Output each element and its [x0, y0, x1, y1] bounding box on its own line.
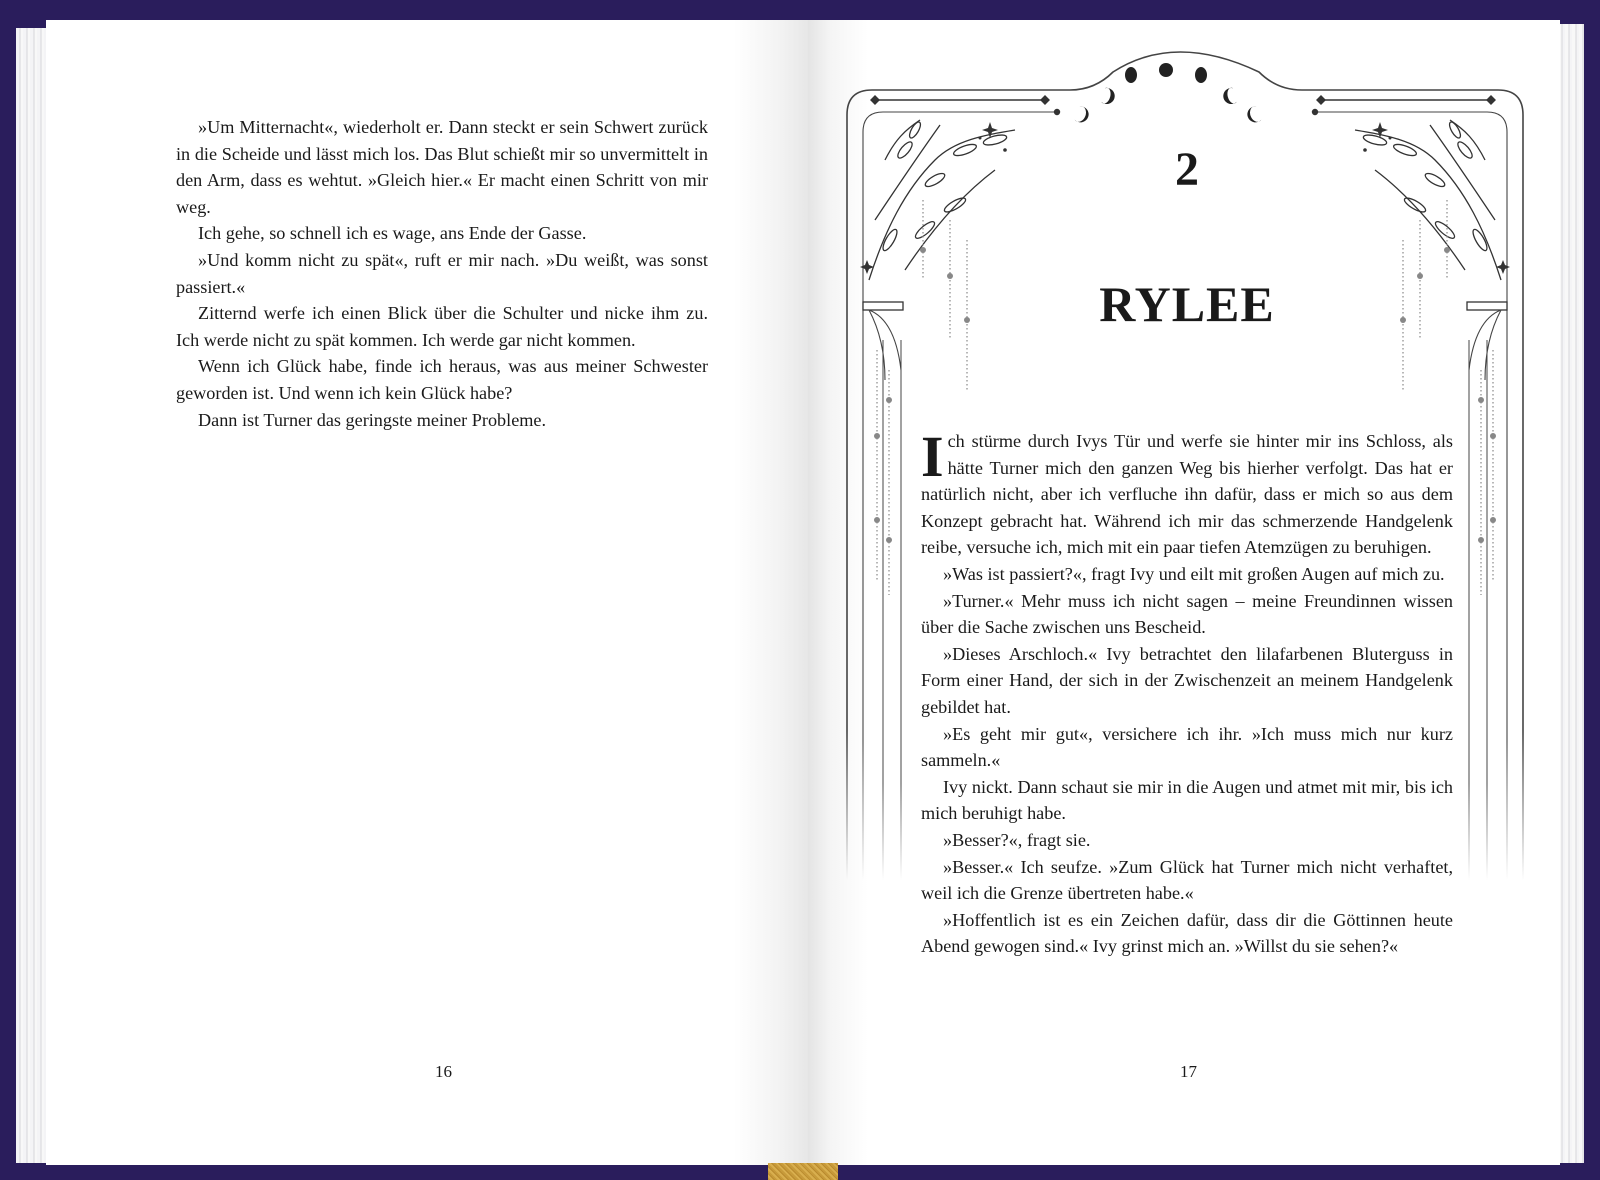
vine-ornament-left — [869, 120, 1015, 280]
paragraph: »Turner.« Mehr muss ich nicht sagen – meine Freundinnen wissen über die Sache zwischen uns Bescheid. — [921, 590, 1453, 638]
paragraph: »Und komm nicht zu spät«, ruft er mir nach. »Du weißt, was sonst passiert.« — [176, 249, 708, 297]
vine-ornament-right — [1355, 120, 1501, 280]
paragraph: Ich gehe, so schnell ich es wage, ans Ende der Gasse. — [198, 223, 587, 244]
drop-cap: I — [921, 424, 944, 489]
left-page-body — [176, 114, 708, 433]
paragraph: »Dieses Arschloch.« Ivy betrachtet den lilafarbenen Bluterguss in Form einer Hand, der sich in der Zwischenzeit an meinem Handgelenk gebildet hat. — [921, 643, 1453, 717]
chapter-number: 2 — [1175, 143, 1199, 196]
paragraph: »Besser?«, fragt sie. — [943, 829, 1091, 850]
paragraph: Dann ist Turner das geringste meiner Probleme. — [198, 409, 547, 430]
paragraph: Zitternd werfe ich einen Blick über die Schulter und nicke ihm zu. Ich werde nicht zu spät kommen. Ich werde gar nicht kommen. — [176, 303, 708, 350]
paragraph: »Es geht mir gut«, versichere ich ihr. »Ich muss mich nur kurz sammeln.« — [921, 723, 1453, 771]
paragraph: »Um Mitternacht«, wiederholt er. Dann steckt er sein Schwert zurück in die Scheide und lässt mich los. Das Blut schießt mir so unvermittelt in den Arm, dass es wehtut. »Gleich hier.« Er macht einen Schritt von mir weg. — [176, 117, 708, 217]
page-number-left: 16 — [435, 1062, 452, 1081]
opening-paragraph: Ich stürme durch Ivys Tür und werfe sie hinter mir ins Schloss, als hätte Turner mich den ganzen Weg bis hierher verfolgt. Das hat er natürlich nicht, aber ich verfluche ihn dafür, dass er mich so aus dem Konzept gebracht hat. Während ich mir das schmerzende Handgelenk reibe, versuche ich, mich mit ein paar tiefen Atemzügen zu beruhigen. — [921, 424, 1453, 558]
paragraph: »Was ist passiert?«, fragt Ivy und eilt mit großen Augen auf mich zu. — [943, 563, 1445, 584]
right-page-body — [921, 424, 1453, 960]
paragraph: »Hoffentlich ist es ein Zeichen dafür, dass dir die Göttinnen heute Abend gewogen sind.« Ivy grinst mich an. »Willst du sie sehen?« — [921, 909, 1453, 957]
chapter-title: RYLEE — [1099, 276, 1275, 332]
paragraph: Ivy nickt. Dann schaut sie mir in die Augen und atmet mit mir, bis ich mich beruhigt habe. — [921, 776, 1453, 824]
page-number-right: 17 — [1180, 1062, 1197, 1081]
bookmark-ribbon — [768, 1163, 838, 1180]
paragraph: »Besser.« Ich seufze. »Zum Glück hat Turner mich nicht verhaftet, weil ich die Grenze übertreten habe.« — [921, 856, 1453, 904]
paragraph: Wenn ich Glück habe, finde ich heraus, was aus meiner Schwester geworden ist. Und wenn ich kein Glück habe? — [176, 356, 708, 403]
